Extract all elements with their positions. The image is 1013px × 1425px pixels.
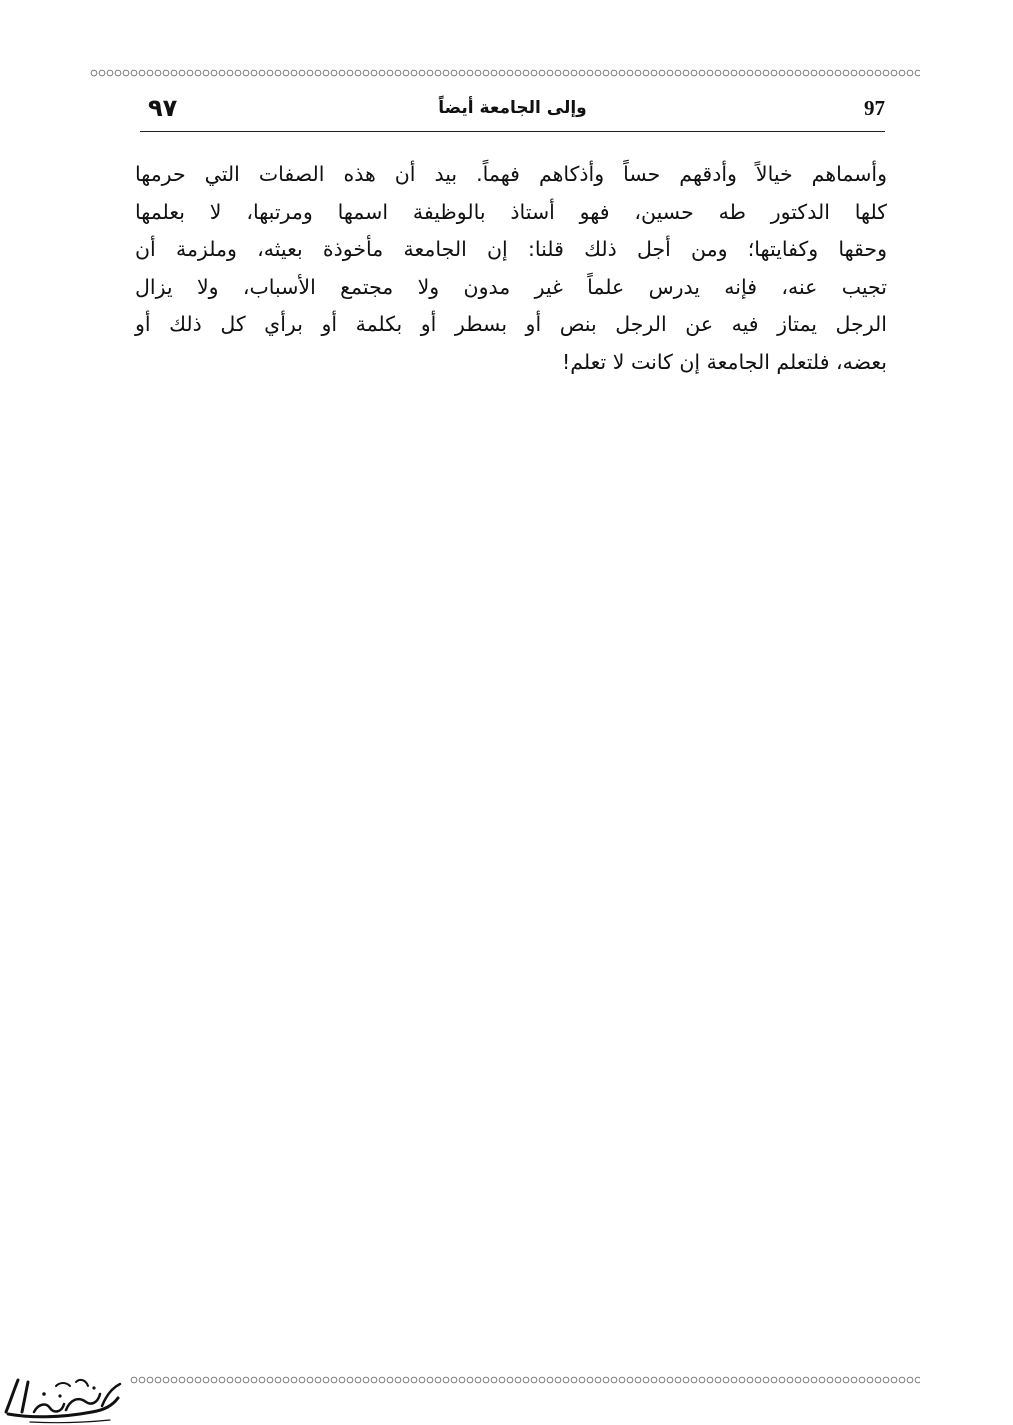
calligraphy-watermark-logo <box>0 1372 128 1425</box>
body-line: تجيب عنه، فإنه يدرس علماً غير مدون ولا مجتمع الأسباب، ولا يزال <box>135 274 887 299</box>
body-line: كلها الدكتور طه حسين، فهو أستاذ بالوظيفة اسمها ومرتبها، لا بعلمها <box>135 199 887 224</box>
body-line: وأسماهم خيالاً وأدقهم حساً وأذكاهم فهماً. بيد أن هذه الصفات التي حرمها <box>135 162 887 186</box>
bottom-ornament-rule <box>130 1375 920 1385</box>
page-number-latin: 97 <box>864 96 885 120</box>
body-paragraph <box>135 156 887 381</box>
body-line: الرجل يمتاز فيه عن الرجل بنص أو بسطر أو بكلمة أو برأي كل ذلك أو <box>135 312 887 336</box>
page-number-arabic: ٩٧ <box>148 94 178 122</box>
body-line: بعضه، فلتعلم الجامعة إن كانت لا تعلم! <box>562 349 887 374</box>
page-header <box>140 96 885 132</box>
header-rule <box>140 131 885 132</box>
running-title: وإلى الجامعة أيضاً <box>438 98 587 118</box>
body-line: وحقها وكفايتها؛ ومن أجل ذلك قلنا: إن الجامعة مأخوذة بعيثه، وملزمة أن <box>135 237 887 261</box>
top-ornament-rule <box>90 68 920 78</box>
